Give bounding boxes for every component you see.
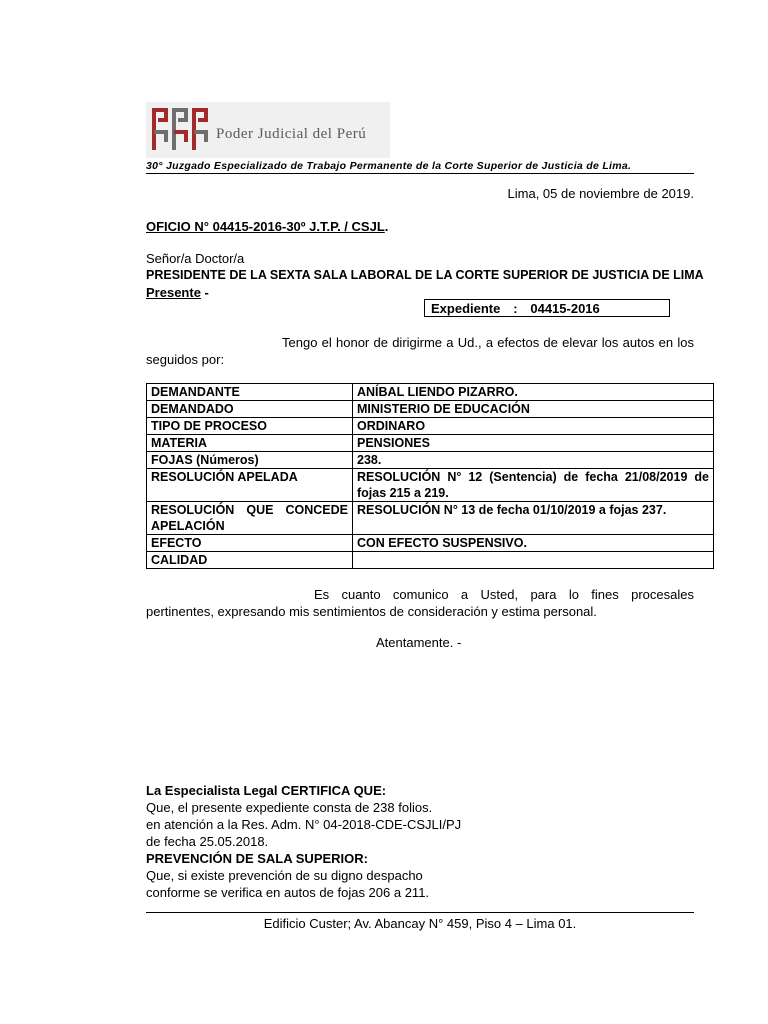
logo-text: Poder Judicial del Perú	[216, 126, 367, 142]
closing-text: Es cuanto comunico a Usted, para lo fines procesales pertinentes, expresando mis sentimientos de consideración y estima personal.	[146, 587, 694, 619]
table-row	[147, 452, 714, 469]
table-row	[147, 418, 714, 435]
row-value: RESOLUCIÓN N° 12 (Sentencia) de fecha 21/08/2019 de fojas 215 a 219.	[353, 469, 714, 502]
cert-line: Que, el presente expediente consta de 238 folios.	[146, 800, 433, 815]
row-value: RESOLUCIÓN N° 13 de fecha 01/10/2019 a fojas 237.	[353, 502, 714, 535]
intro-text: Tengo el honor de dirigirme a Ud., a efectos de elevar los autos en los seguidos por:	[146, 335, 694, 367]
footer-divider	[146, 912, 694, 913]
table-row	[147, 435, 714, 452]
row-value: 238.	[353, 452, 714, 469]
row-key: CALIDAD	[147, 552, 353, 569]
case-details-table	[146, 383, 714, 569]
cert-line: conforme se verifica en autos de fojas 206 a 211.	[146, 885, 430, 900]
table-row	[147, 502, 714, 535]
table-row	[147, 401, 714, 418]
row-key: TIPO DE PROCESO	[147, 418, 353, 435]
row-value: ORDINARO	[353, 418, 714, 435]
expediente-box	[424, 299, 670, 317]
cert-line: Que, si existe prevención de su digno despacho	[146, 868, 423, 883]
table-row	[147, 535, 714, 552]
row-key: DEMANDANTE	[147, 384, 353, 401]
atentamente: Atentamente. -	[376, 635, 462, 650]
row-value	[353, 552, 714, 569]
oficio-number	[146, 219, 388, 234]
cert-heading: La Especialista Legal CERTIFICA QUE:	[146, 783, 387, 798]
intro-paragraph	[146, 334, 694, 368]
row-key: FOJAS (Números)	[147, 452, 353, 469]
table-row	[147, 384, 714, 401]
table-row	[147, 552, 714, 569]
cert-line: en atención a la Res. Adm. N° 04-2018-CDE-CSJLI/PJ	[146, 817, 462, 832]
row-value: MINISTERIO DE EDUCACIÓN	[353, 401, 714, 418]
oficio-label: OFICIO N° 04415-2016-30º J.T.P. / CSJL	[146, 219, 385, 234]
poder-judicial-logo	[146, 102, 390, 158]
row-value: PENSIONES	[353, 435, 714, 452]
footer-address: Edificio Custer; Av. Abancay N° 459, Piso 4 – Lima 01.	[263, 916, 577, 931]
presente-tail: -	[200, 285, 209, 300]
oficio-end: .	[384, 219, 389, 234]
row-key: DEMANDADO	[147, 401, 353, 418]
cert-heading-prevencion: PREVENCIÓN DE SALA SUPERIOR:	[146, 851, 368, 866]
table-row	[147, 469, 714, 502]
row-key: EFECTO	[147, 535, 353, 552]
cert-line: de fecha 25.05.2018.	[146, 834, 269, 849]
row-value: CON EFECTO SUSPENSIVO.	[353, 535, 714, 552]
addressee: PRESIDENTE DE LA SEXTA SALA LABORAL DE LA CORTE SUPERIOR DE JUSTICIA DE LIMA	[146, 268, 704, 282]
row-value: ANÍBAL LIENDO PIZARRO.	[353, 384, 714, 401]
date-line: Lima, 05 de noviembre de 2019.	[507, 186, 694, 201]
expediente-value: 04415-2016	[530, 301, 600, 316]
row-key: MATERIA	[147, 435, 353, 452]
row-key: RESOLUCIÓN QUE CONCEDE APELACIÓN	[147, 502, 353, 535]
presente-line	[146, 285, 209, 300]
expediente-sep: :	[513, 301, 518, 316]
certification-block	[146, 782, 461, 901]
pj-emblem-icon	[150, 106, 212, 154]
row-key: RESOLUCIÓN APELADA	[147, 469, 353, 502]
presente-word: Presente	[146, 285, 201, 300]
court-name-line: 30° Juzgado Especializado de Trabajo Permanente de la Corte Superior de Justicia de Lima.	[146, 160, 694, 174]
closing-paragraph	[146, 586, 694, 620]
salutation: Señor/a Doctor/a	[146, 251, 245, 266]
expediente-label: Expediente	[431, 301, 501, 316]
